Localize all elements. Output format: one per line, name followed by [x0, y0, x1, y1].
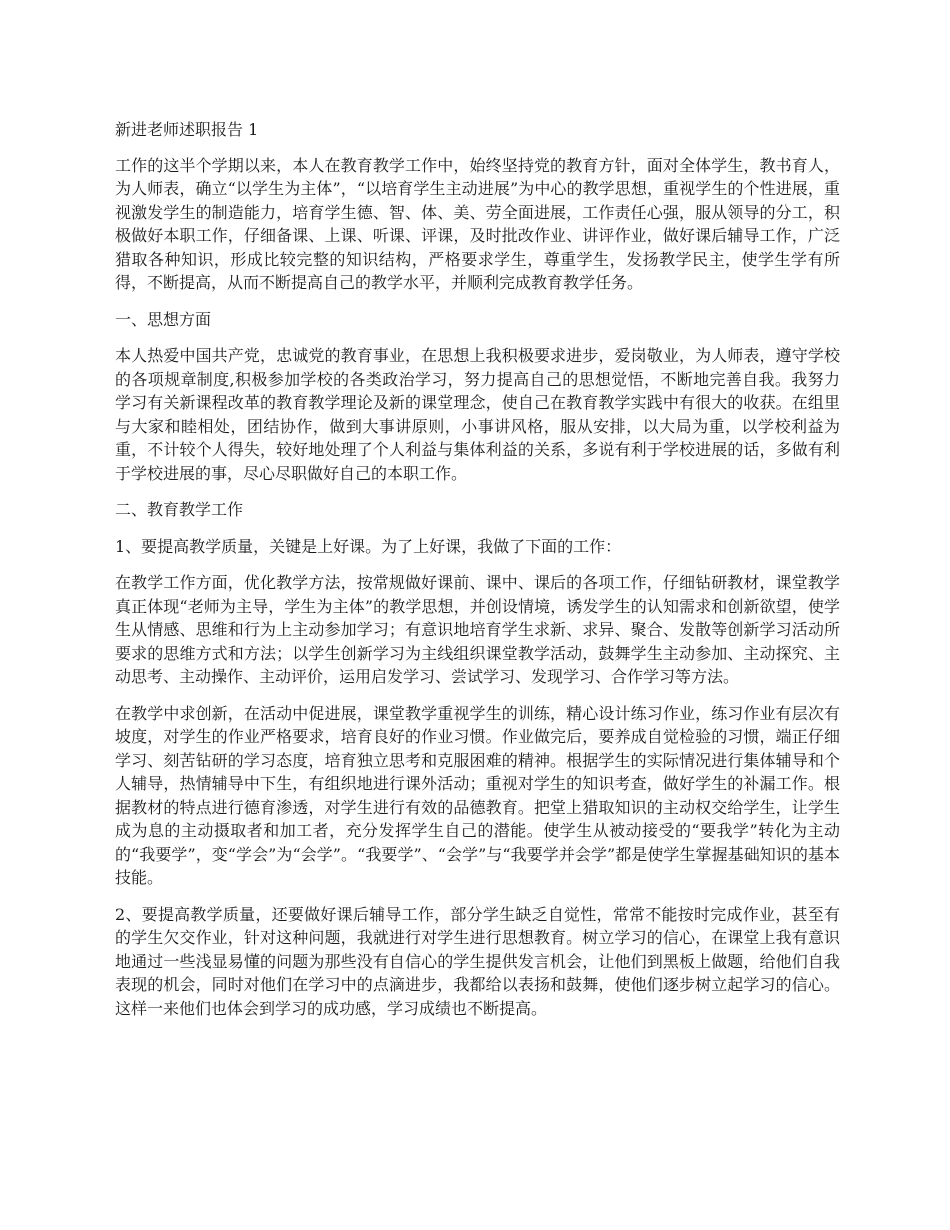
section-heading-thought: 一、思想方面: [115, 309, 212, 329]
point-2-paragraph: 2、要提高教学质量，还要做好课后辅导工作，部分学生缺乏自觉性，常常不能按时完成作业，甚至有的学生欠交作业，针对这种问题，我就进行对学生进行思想教育。树立学习的信心，在课堂上我有意识地通过一些浅显易懂的问题为那些没有自信心的学生提供发言机会，让他们到黑板上做题，给他们自我表现的机会，同时对他们在学习中的点滴进步，我都给以表扬和鼓舞，使他们逐步树立起学习的信心。这样一来他们也体会到学习的成功感，学习成绩也不断提高。: [115, 904, 840, 1018]
section-heading-teaching: 二、教育教学工作: [115, 500, 244, 519]
intro-paragraph: 工作的这半个学期以来，本人在教育教学工作中，始终坚持党的教育方针，面对全体学生，教书育人，为人师表，确立“以学生为主体”，“以培育学生主动进展”为中心的教学思想，重视学生的个性进展，重视激发学生的制造能力，培育学生德、智、体、美、劳全面进展，工作责任心强，服从领导的分工，积极做好本职工作，仔细备课、上课、听课、评课，及时批改作业、讲评作业，做好课后辅导工作，广泛猎取各种知识，形成比较完整的知识结构，严格要求学生，尊重学生，发扬教学民主，使学生学有所得，不断提高，从而不断提高自己的教学水平，并顺利完成教育教学任务。: [115, 155, 840, 292]
point-1-heading: 1、要提高教学质量，关键是上好课。为了上好课，我做了下面的工作：: [115, 536, 622, 556]
thought-paragraph: 本人热爱中国共产党，忠诚党的教育事业，在思想上我积极要求进步，爱岗敬业，为人师表，遵守学校的各项规章制度,积极参加学校的各类政治学习，努力提高自己的思想觉悟，不断地完善自我。我努力学习有关新课程改革的教育教学理论及新的课堂理念，使自己在教育教学实践中有很大的收获。在组里与大家和睦相处，团结协作，做到大事讲原则，小事讲风格，服从安排，以大局为重，以学校利益为重，不计较个人得失，较好地处理了个人利益与集体利益的关系，多说有利于学校进展的话，多做有利于学校进展的事，尽心尽职做好自己的本职工作。: [115, 346, 840, 483]
document-title: 新进老师述职报告 1: [115, 120, 259, 139]
innovation-paragraph: 在教学中求创新，在活动中促进展，课堂教学重视学生的训练，精心设计练习作业，练习作业有层次有坡度，对学生的作业严格要求，培育良好的作业习惯。作业做完后，要养成自觉检验的习惯，端正仔细学习、刻苦钻研的学习态度，培育独立思考和克服困难的精神。根据学生的实际情况进行集体辅导和个人辅导，热情辅导中下生，有组织地进行课外活动；重视对学生的知识考查，做好学生的补漏工作。根据教材的特点进行德育渗透，对学生进行有效的品德教育。把堂上猎取知识的主动权交给学生，让学生成为息的主动摄取者和加工者，充分发挥学生自己的潜能。使学生从被动接受的“要我学”转化为主动的“我要学”，变“学会”为“会学”。“我要学”、“会学”与“我要学并会学”都是使学生掌握基础知识的基本技能。: [115, 703, 840, 887]
document-page: [115, 118, 840, 1033]
teaching-method-paragraph: 在教学工作方面，优化教学方法，按常规做好课前、课中、课后的各项工作，仔细钻研教材，课堂教学真正体现“老师为主导，学生为主体”的教学思想，并创设情境，诱发学生的认知需求和创新欲望，使学生从情感、思维和行为上主动参加学习；有意识地培育学生求新、求异、聚合、发散等创新学习活动所要求的思维方式和方法；以学生创新学习为主线组织课堂教学活动，鼓舞学生主动参加、主动探究、主动思考、主动操作、主动评价，运用启发学习、尝试学习、发现学习、合作学习等方法。: [115, 573, 840, 686]
